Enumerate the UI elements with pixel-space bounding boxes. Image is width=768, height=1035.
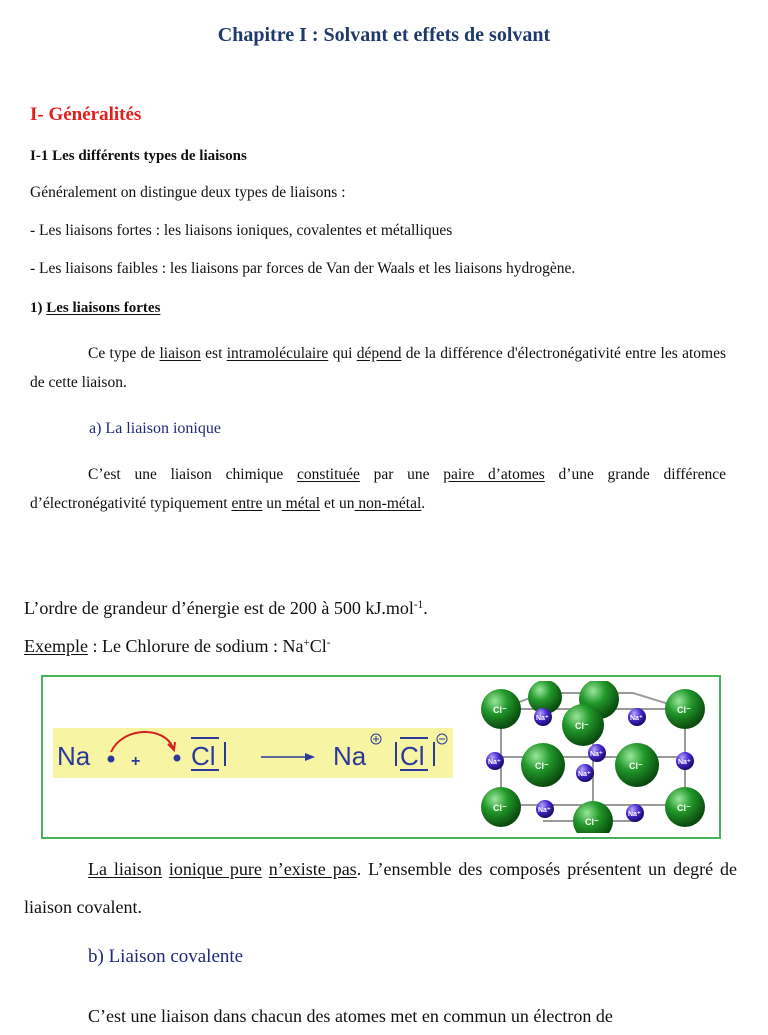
label-na: Na⁺: [628, 811, 641, 818]
bullet-strong: - Les liaisons fortes : les liaisons ioniques, covalentes et métalliques: [30, 222, 453, 239]
label-na: Na⁺: [630, 715, 643, 722]
label-na: Na⁺: [578, 771, 591, 778]
paragraph-covalent: C’est une liaison dans chacun des atomes met en commun un électron de: [88, 1006, 613, 1026]
reaction-arrow-head: [305, 753, 315, 761]
paragraph-pure-ionic: La liaison ionique pure n’existe pas. L’ensemble des composés présentent un degré de liaison covalent.: [24, 859, 738, 917]
electron-transfer-arrow: [111, 732, 173, 752]
equation-graphic: [53, 728, 453, 778]
nacl-crystal-lattice: [473, 681, 719, 833]
covalent-bond-heading: b) Liaison covalente: [88, 946, 244, 967]
label-cl: Cl⁻: [677, 803, 691, 813]
bullet-weak: - Les liaisons faibles : les liaisons par forces de Van der Waals et les liaisons hydrogène.: [30, 260, 576, 277]
electron-dot-cl: [174, 755, 181, 762]
eq-plus-sign: +: [131, 753, 141, 770]
label-cl: Cl⁻: [585, 817, 599, 827]
section-title: I- Généralités: [30, 104, 142, 125]
nacl-figure: [41, 675, 721, 839]
intro-text: Généralement on distingue deux types de liaisons :: [30, 184, 346, 201]
nacl-equation: [53, 728, 453, 778]
eq-cl-product: Cl: [400, 741, 425, 771]
energy-order-text: L’ordre de grandeur d’énergie est de 200 à 500 kJ.mol$^{-1}$.: [24, 598, 428, 618]
chapter-title: Chapitre I : Solvant et effets de solvant: [217, 24, 551, 46]
heading-title: Les liaisons fortes: [46, 300, 161, 316]
label-cl: Cl⁻: [535, 761, 549, 771]
label-na: Na⁺: [536, 715, 549, 722]
label-cl: Cl⁻: [677, 705, 691, 715]
label-cl: Cl⁻: [575, 721, 589, 731]
strong-bonds-heading: [30, 300, 160, 317]
eq-na-reactant: Na: [57, 741, 91, 771]
label-cl: Cl⁻: [629, 761, 643, 771]
label-na: Na⁺: [488, 759, 501, 766]
example-text: Exemple : Le Chlorure de sodium : Na+Cl-: [24, 636, 331, 656]
label-na: Na⁺: [538, 807, 551, 814]
electron-dot-na: [108, 756, 115, 763]
paragraph-ionic: C’est une liaison chimique constituée par une paire d’atomes d’une grande différence d’électronégativité typiquement entre un métal et un non-métal.: [30, 466, 726, 512]
label-na: Na⁺: [590, 751, 603, 758]
ionic-bond-heading: a) La liaison ionique: [89, 420, 221, 437]
subsection-title: I-1 Les différents types de liaisons: [30, 148, 247, 164]
paragraph-intramolecular: Ce type de liaison est intramoléculaire qui dépend de la différence d'électronégativité entre les atomes de cette liaison.: [30, 345, 726, 391]
label-na: Na⁺: [678, 759, 691, 766]
eq-na-product: Na: [333, 741, 367, 771]
label-cl: Cl⁻: [493, 803, 507, 813]
label-cl: Cl⁻: [493, 705, 507, 715]
eq-cl-reactant: Cl: [191, 741, 216, 771]
heading-number: 1): [30, 300, 47, 316]
